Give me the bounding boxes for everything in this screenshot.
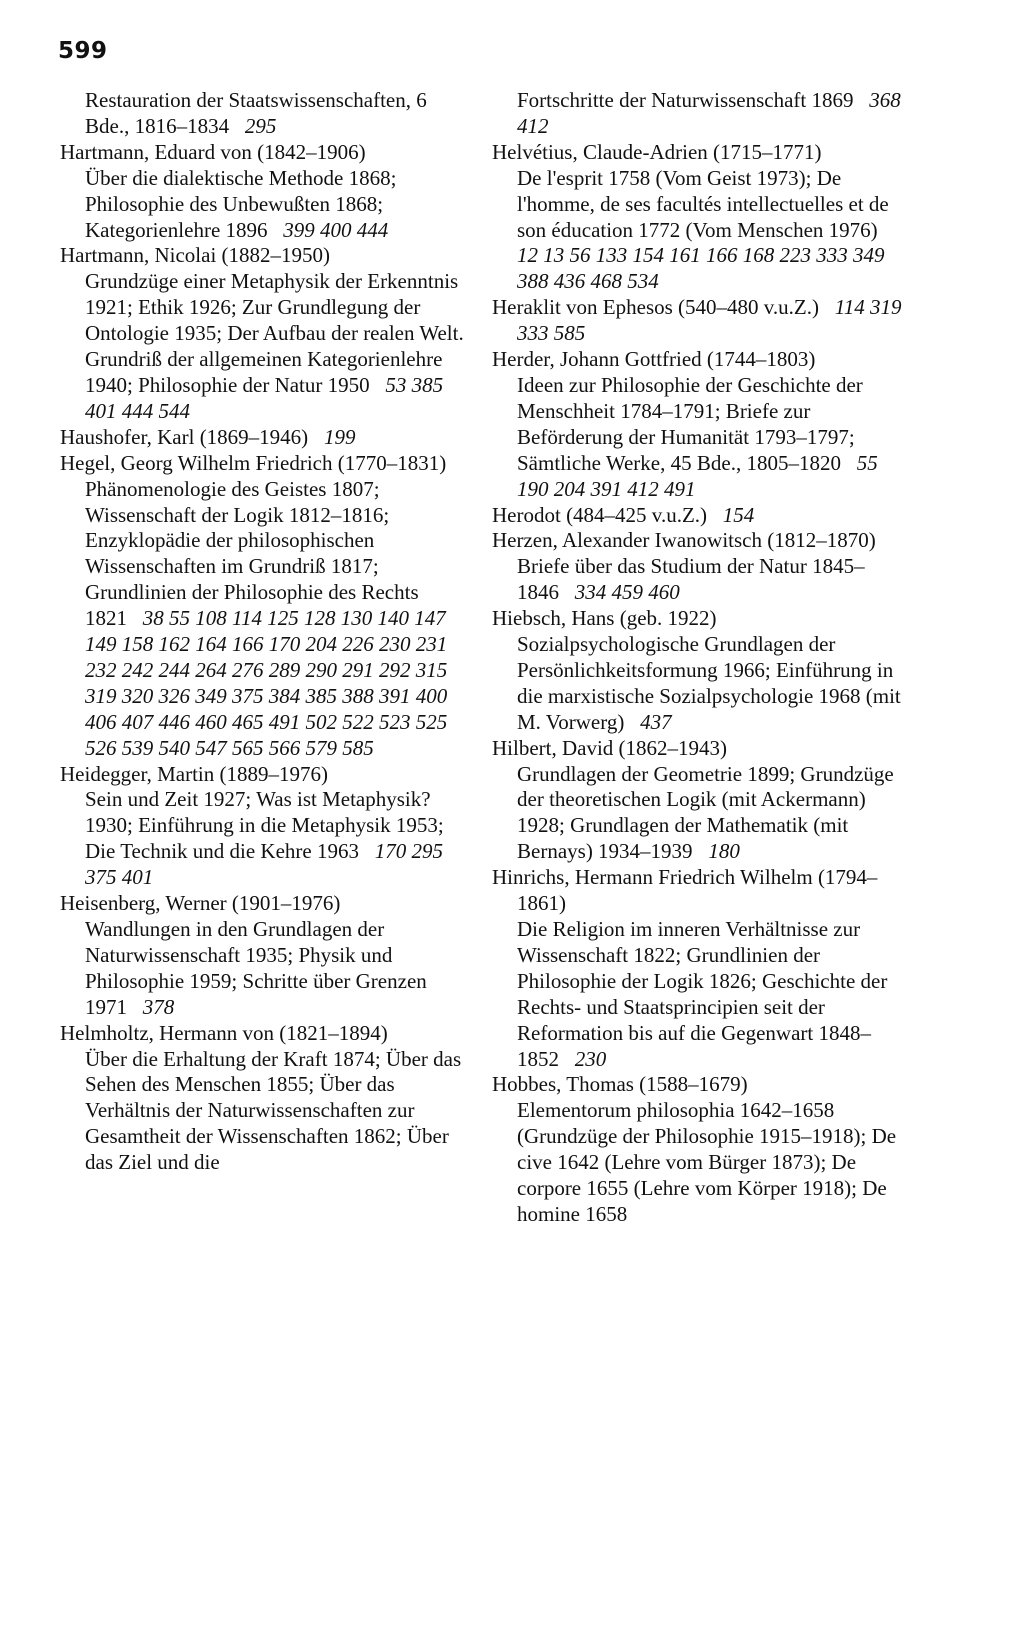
entry-page-refs: 368 412 — [517, 88, 901, 138]
entry-name: Hinrichs, Hermann Friedrich Wilhelm (1794–1861) — [492, 865, 878, 916]
index-entry — [492, 1072, 902, 1227]
index-entry — [492, 347, 902, 502]
entry-page-refs: 378 — [142, 994, 175, 1019]
entry-works: De l'esprit 1758 (Vom Geist 1973); De l'homme, de ses facultés intellectuelles et de son éducation 1772 (Vom Menschen 1976) — [517, 165, 889, 242]
entry-works: Wandlungen in den Grundlagen der Naturwissenschaft 1935; Physik und Philosophie 1959; Schritte über Grenzen 1971 — [85, 917, 427, 1019]
entry-name: Hartmann, Nicolai (1882–1950) — [60, 243, 331, 268]
entry-works: Sein und Zeit 1927; Was ist Metaphysik? 1930; Einführung in die Metaphysik 1953; Die Technik und die Kehre 1963 — [85, 787, 444, 864]
index-entry — [60, 425, 470, 451]
entry-name: Helvétius, Claude-Adrien (1715–1771) — [492, 139, 822, 164]
entry-works: Über die Erhaltung der Kraft 1874; Über das Sehen des Menschen 1855; Über das Verhältnis der Naturwissenschaften zur Gesamtheit der Wissenschaften 1862; Über das Ziel und die — [85, 1046, 462, 1175]
entry-name: Hobbes, Thomas (1588–1679) — [492, 1072, 748, 1097]
index-entry — [492, 606, 902, 736]
entry-page-refs: 437 — [640, 709, 672, 734]
entry-page-refs: 230 — [574, 1046, 607, 1071]
index-entry — [492, 736, 902, 866]
page-number: 599 — [58, 38, 108, 64]
index-column-right — [492, 88, 902, 1228]
entry-name: Herzen, Alexander Iwanowitsch (1812–1870) — [492, 528, 876, 553]
entry-page-refs: 199 — [323, 424, 356, 449]
entry-works: Grundlagen der Geometrie 1899; Grundzüge der theoretischen Logik (mit Ackermann) 1928; Grundlagen der Mathematik (mit Bernays) 1934–1939 — [517, 761, 894, 864]
entry-page-refs: 53 385 401 444 544 — [85, 372, 444, 423]
index-entry — [492, 140, 902, 295]
entry-page-refs: 38 55 108 114 125 128 130 140 147 149 158 162 164 166 170 204 226 230 231 232 242 244 264 276 289 290 291 292 315 319 320 326 349 375 384 385 388 391 400 406 407 446 460 465 491 502 522 523 525 526 539 540 547 565 566 579 585 — [85, 606, 448, 760]
entry-page-refs: 170 295 375 401 — [85, 839, 443, 890]
entry-name: Haushofer, Karl (1869–1946) — [60, 424, 319, 449]
entry-works: Über die dialektische Methode 1868; Philosophie des Unbewußten 1868; Kategorienlehre 1896 — [85, 165, 397, 242]
entry-works: Restauration der Staatswissenschaften, 6 Bde., 1816–1834 — [85, 88, 427, 138]
entry-name: Hegel, Georg Wilhelm Friedrich (1770–1831) — [60, 450, 447, 475]
entry-works: Fortschritte der Naturwissenschaft 1869 — [517, 88, 865, 112]
index-entry — [60, 451, 470, 762]
index-entry — [492, 503, 902, 529]
entry-page-refs: 55 190 204 391 412 491 — [517, 450, 878, 501]
index-entry — [60, 140, 470, 244]
entry-name: Heisenberg, Werner (1901–1976) — [60, 891, 341, 916]
index-entry — [60, 88, 470, 140]
index-entry — [60, 1021, 470, 1176]
entry-works: Elementorum philosophia 1642–1658 (Grundzüge der Philosophie 1915–1918); De cive 1642 (Lehre vom Bürger 1873); De corpore 1655 (Lehre vom Körper 1918); De homine 1658 — [517, 1098, 897, 1226]
entry-page-refs: 295 — [244, 113, 277, 138]
entry-page-refs: 399 400 444 — [283, 217, 389, 242]
entry-name: Herder, Johann Gottfried (1744–1803) — [492, 347, 816, 372]
index-entry — [492, 88, 902, 140]
entry-name: Hartmann, Eduard von (1842–1906) — [60, 139, 366, 164]
entry-name: Heraklit von Ephesos (540–480 v.u.Z.) — [492, 295, 830, 320]
entry-name: Herodot (484–425 v.u.Z.) — [492, 502, 718, 527]
index-entry — [492, 528, 902, 606]
entry-page-refs: 154 — [722, 502, 755, 527]
entry-name: Heidegger, Martin (1889–1976) — [60, 761, 329, 786]
entry-page-refs: 12 13 56 133 154 161 166 168 223 333 349 388 436 468 534 — [517, 243, 885, 294]
entry-works: Phänomenologie des Geistes 1807; Wissenschaft der Logik 1812–1816; Enzyklopädie der philosophischen Wissenschaften im Grundriß 1817; Grundlinien der Philosophie des Rechts 1821 — [85, 476, 419, 631]
entry-works: Briefe über das Studium der Natur 1845–1846 — [517, 554, 865, 605]
index-entry — [492, 865, 902, 1072]
index-entry — [60, 762, 470, 892]
entry-works: Die Religion im inneren Verhältnisse zur Wissenschaft 1822; Grundlinien der Philosophie der Logik 1826; Geschichte der Rechts- und Staatsprincipien seit der Reformation bis auf die Gegenwart 1848–1852 — [517, 917, 888, 1071]
entry-name: Hilbert, David (1862–1943) — [492, 735, 728, 760]
index-column-left — [60, 88, 470, 1176]
index-entry — [492, 295, 902, 347]
entry-name: Helmholtz, Hermann von (1821–1894) — [60, 1020, 388, 1045]
entry-works: Grundzüge einer Metaphysik der Erkenntnis 1921; Ethik 1926; Zur Grundlegung der Ontologie 1935; Der Aufbau der realen Welt. Grundriß der allgemeinen Kategorienlehre 1940; Philosophie der Natur 1950 — [85, 269, 464, 397]
entry-name: Hiebsch, Hans (geb. 1922) — [492, 606, 717, 631]
entry-page-refs: 334 459 460 — [574, 580, 680, 605]
entry-page-refs: 114 319 333 585 — [517, 295, 902, 346]
entry-page-refs: 180 — [708, 839, 740, 864]
entry-works: Ideen zur Philosophie der Geschichte der Menschheit 1784–1791; Briefe zur Beförderung der Humanität 1793–1797; Sämtliche Werke, 45 Bde., 1805–1820 — [517, 372, 863, 475]
entry-works: Sozialpsychologische Grundlagen der Persönlichkeitsformung 1966; Einführung in die marxistische Sozialpsychologie 1968 (mit M. Vorwerg) — [517, 632, 901, 734]
index-entry — [60, 891, 470, 1021]
index-entry — [60, 243, 470, 424]
